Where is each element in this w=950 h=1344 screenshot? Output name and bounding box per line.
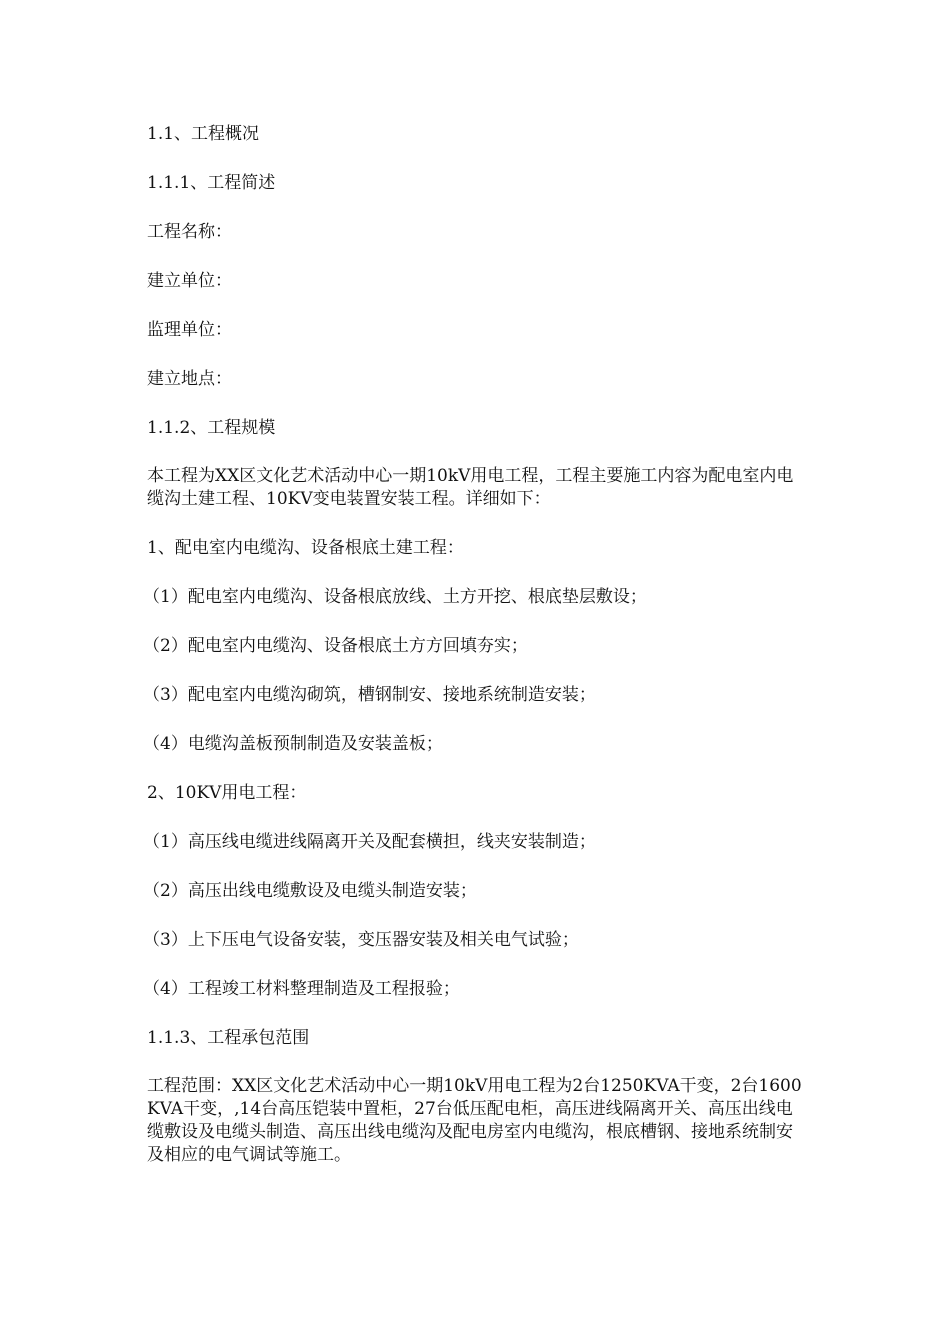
list-item-civil-1: （1）配电室内电缆沟、设备根底放线、土方开挖、根底垫层敷设； [143, 587, 647, 607]
subsection-heading-1-1-3: 1.1.3、工程承包范围 [147, 1028, 310, 1048]
section-heading-1-1: 1.1、工程概况 [147, 124, 260, 144]
document-body [143, 122, 807, 1192]
list-item-power-3: （3）上下压电气设备安装，变压器安装及相关电气试验； [143, 930, 579, 950]
list-heading-civil-works: 1、配电室内电缆沟、设备根底土建工程： [147, 538, 464, 558]
subsection-heading-1-1-1: 1.1.1、工程简述 [147, 173, 276, 193]
list-item-civil-2: （2）配电室内电缆沟、设备根底土方方回填夯实； [143, 636, 528, 656]
list-item-power-2: （2）高压出线电缆敷设及电缆头制造安装； [143, 881, 477, 901]
scale-description-paragraph: 本工程为XX区文化艺术活动中心一期10kV用电工程，工程主要施工内容为配电室内电缆沟土建工程、10KV变电装置安装工程。详细如下： [147, 466, 794, 509]
project-name-field: 工程名称： [147, 222, 232, 242]
list-item-power-4: （4）工程竣工材料整理制造及工程报验； [143, 979, 460, 999]
construction-site-field: 建立地点： [147, 369, 232, 389]
construction-unit-field: 建立单位： [147, 271, 232, 291]
supervision-unit-field: 监理单位： [147, 320, 232, 340]
list-item-power-1: （1）高压线电缆进线隔离开关及配套横担，线夹安装制造； [143, 832, 596, 852]
subsection-heading-1-1-2: 1.1.2、工程规模 [147, 418, 276, 438]
list-item-civil-4: （4）电缆沟盖板预制制造及安装盖板； [143, 734, 443, 754]
list-item-civil-3: （3）配电室内电缆沟砌筑，槽钢制安、接地系统制造安装； [143, 685, 596, 705]
scope-description-paragraph: 工程范围：XX区文化艺术活动中心一期10kV用电工程为2台1250KVA干变，2台1600KVA干变，,14台高压铠装中置柜，27台低压配电柜，高压进线隔离开关、高压出线电缆敷设及电缆头制造、高压出线电缆沟及配电房室内电缆沟，根底槽钢、接地系统制安及相应的电气调试等施工。 [147, 1076, 802, 1165]
list-heading-power-works: 2、10KV用电工程： [147, 783, 307, 803]
